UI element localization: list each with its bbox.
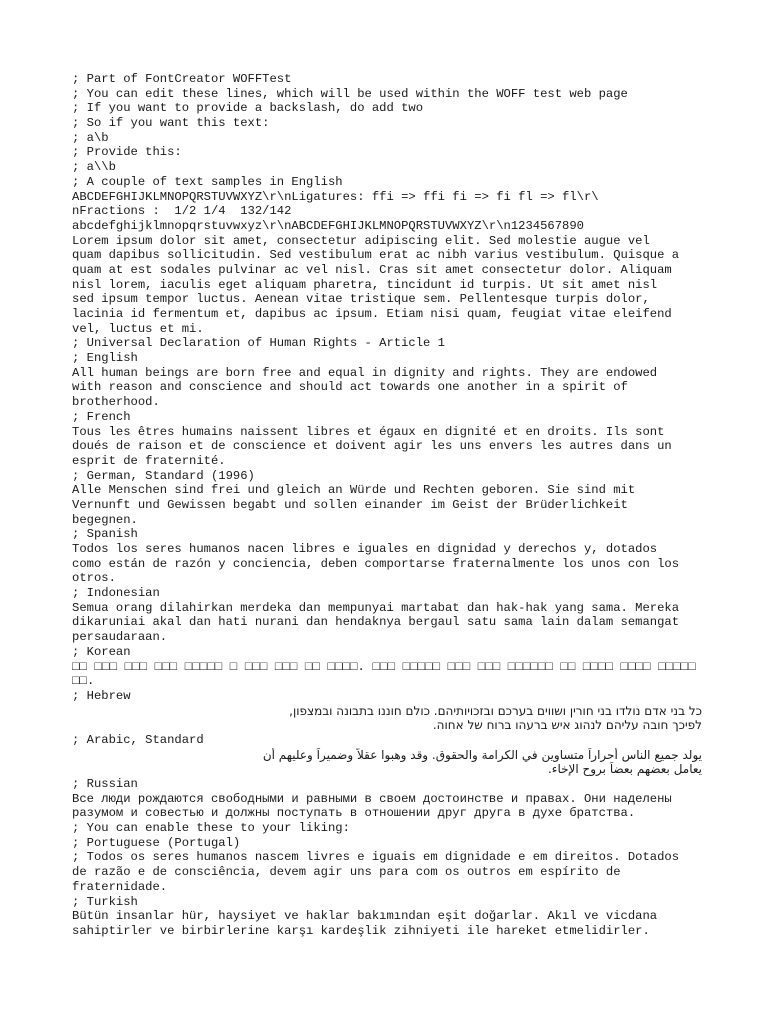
text-line: Tous les êtres humains naissent libres et égaux en dignité et en droits. Ils sont — [72, 424, 665, 439]
text-line: ; So if you want this text: — [72, 116, 270, 131]
text-line: brotherhood. — [72, 395, 160, 410]
text-line: ; Spanish — [72, 527, 138, 542]
text-line: Alle Menschen sind frei und gleich an Würde und Rechten geboren. Sie sind mit — [72, 483, 636, 498]
text-line: ; Arabic, Standard — [72, 732, 204, 747]
korean-line: □□. — [72, 674, 95, 689]
hebrew-line: כל בני אדם נולדו בני חורין ושווים בערכם ובזכויותיהם. כולם חוננו בתבונה ובמצפון, — [289, 703, 702, 718]
text-line: quam at est sodales pulvinar ac vel nisl. Cras sit amet consectetur dolor. Aliquam — [72, 262, 672, 277]
arabic-line: يعامل بعضهم بعضاً بروح الإخاء. — [547, 762, 702, 777]
text-line: fraternidade. — [72, 879, 168, 894]
text-line: ; German, Standard (1996) — [72, 468, 255, 483]
text-line: sahiptirler ve birbirlerine karşı kardeşlik zihniyeti ile hareket etmelidirler. — [72, 923, 650, 938]
text-line: Lorem ipsum dolor sit amet, consectetur adipiscing elit. Sed molestie augue vel — [72, 233, 650, 248]
text-line: Semua orang dilahirkan merdeka dan mempunyai martabat dan hak-hak yang sama. Mereka — [72, 600, 680, 615]
text-line: persaudaraan. — [72, 630, 168, 645]
text-line: ; Todos os seres humanos nascem livres e iguais em dignidade e em direitos. Dotados — [72, 850, 680, 865]
arabic-line: يولد جميع الناس أحراراً متساوين في الكرامة والحقوق. وقد وهبوا عقلاً وضميراً وعليهم أن — [262, 747, 702, 762]
text-line: ; a\\b — [72, 160, 116, 175]
text-line: ; Turkish — [72, 894, 138, 909]
text-line: Vernunft und Gewissen begabt und sollen einander im Geist der Brüderlichkeit — [72, 497, 628, 512]
text-line: nisl lorem, iaculis eget aliquam pharetra, tincidunt id turpis. Ut sit amet nisl — [72, 277, 658, 292]
text-line: abcdefghijklmnopqrstuvwxyz\r\nABCDEFGHIJKLMNOPQRSTUVWXYZ\r\n1234567890 — [72, 218, 584, 233]
text-line: sed ipsum tempor luctus. Aenean vitae tristique sem. Pellentesque turpis dolor, — [72, 292, 650, 307]
text-line: otros. — [72, 571, 116, 586]
text-line: doués de raison et de conscience et doivent agir les uns envers les autres dans un — [72, 439, 672, 454]
text-line: Все люди рождаются свободными и равными в своем достоинстве и правах. Они наделены — [72, 791, 672, 806]
text-line: Todos los seres humanos nacen libres e iguales en dignidad y derechos y, dotados — [72, 542, 658, 556]
text-line: ; English — [72, 351, 138, 366]
text-line: esprit de fraternité. — [72, 453, 226, 468]
document-page — [72, 72, 702, 939]
text-line: dikaruniai akal dan hati nurani dan hendaknya bergaul satu sama lain dalam semangat — [72, 615, 680, 630]
hebrew-line: לפיכך חובה עליהם לנהוג איש ברעהו ברוח של אחוה. — [432, 718, 702, 733]
text-line: ; A couple of text samples in English — [72, 174, 343, 189]
text-line: nFractions : 1/2 1/4 132/142 — [72, 204, 292, 219]
text-line: Bütün insanlar hür, haysiyet ve haklar bakımından eşit doğarlar. Akıl ve vicdana — [72, 909, 658, 924]
text-line: ; Korean — [72, 644, 131, 659]
text-line: ; Part of FontCreator WOFFTest — [72, 72, 292, 86]
text-line: lacinia id fermentum et, dapibus ac ipsum. Etiam nisi quam, feugiat vitae eleifend — [72, 307, 672, 321]
text-line: ; Russian — [72, 777, 138, 791]
text-line: ; You can edit these lines, which will be used within the WOFF test web page — [72, 86, 628, 101]
text-line: ; Portuguese (Portugal) — [72, 835, 241, 850]
text-line: ; Hebrew — [72, 688, 131, 703]
text-line: como están de razón y conciencia, deben comportarse fraternalmente los unos con los — [72, 556, 680, 571]
text-line: ABCDEFGHIJKLMNOPQRSTUVWXYZ\r\nLigatures: ffi => ffi fi => fi fl => fl\r\ — [72, 189, 599, 204]
text-line: ; If you want to provide a backslash, do add two — [72, 101, 424, 116]
korean-line: □□ □□□ □□□ □□□ □□□□□ □ □□□ □□□ □□ □□□□. □□□ □□□□□ □□□ □□□ □□□□□□ □□ □□□□ □□□□ □□□□□ — [72, 659, 696, 674]
text-line: ; Provide this: — [72, 145, 182, 160]
text-line: разумом и совестью и должны поступать в отношении друг друга в духе братства. — [72, 806, 636, 821]
text-line: All human beings are born free and equal in dignity and rights. They are endowed — [72, 365, 658, 380]
text-line: ; Universal Declaration of Human Rights - Article 1 — [72, 336, 445, 351]
text-line: quam dapibus sollicitudin. Sed vestibulum erat ac nibh varius vestibulum. Quisque a — [72, 248, 680, 263]
text-line: vel, luctus et mi. — [72, 321, 204, 336]
text-line: begegnen. — [72, 512, 138, 527]
text-line: ; a\b — [72, 130, 109, 145]
text-line: ; Indonesian — [72, 586, 160, 601]
text-line: ; You can enable these to your liking: — [72, 821, 350, 836]
text-line: de razão e de consciência, devem agir uns para com os outros em espírito de — [72, 865, 621, 880]
text-line: ; French — [72, 409, 131, 424]
text-line: with reason and conscience and should act towards one another in a spirit of — [72, 380, 628, 395]
